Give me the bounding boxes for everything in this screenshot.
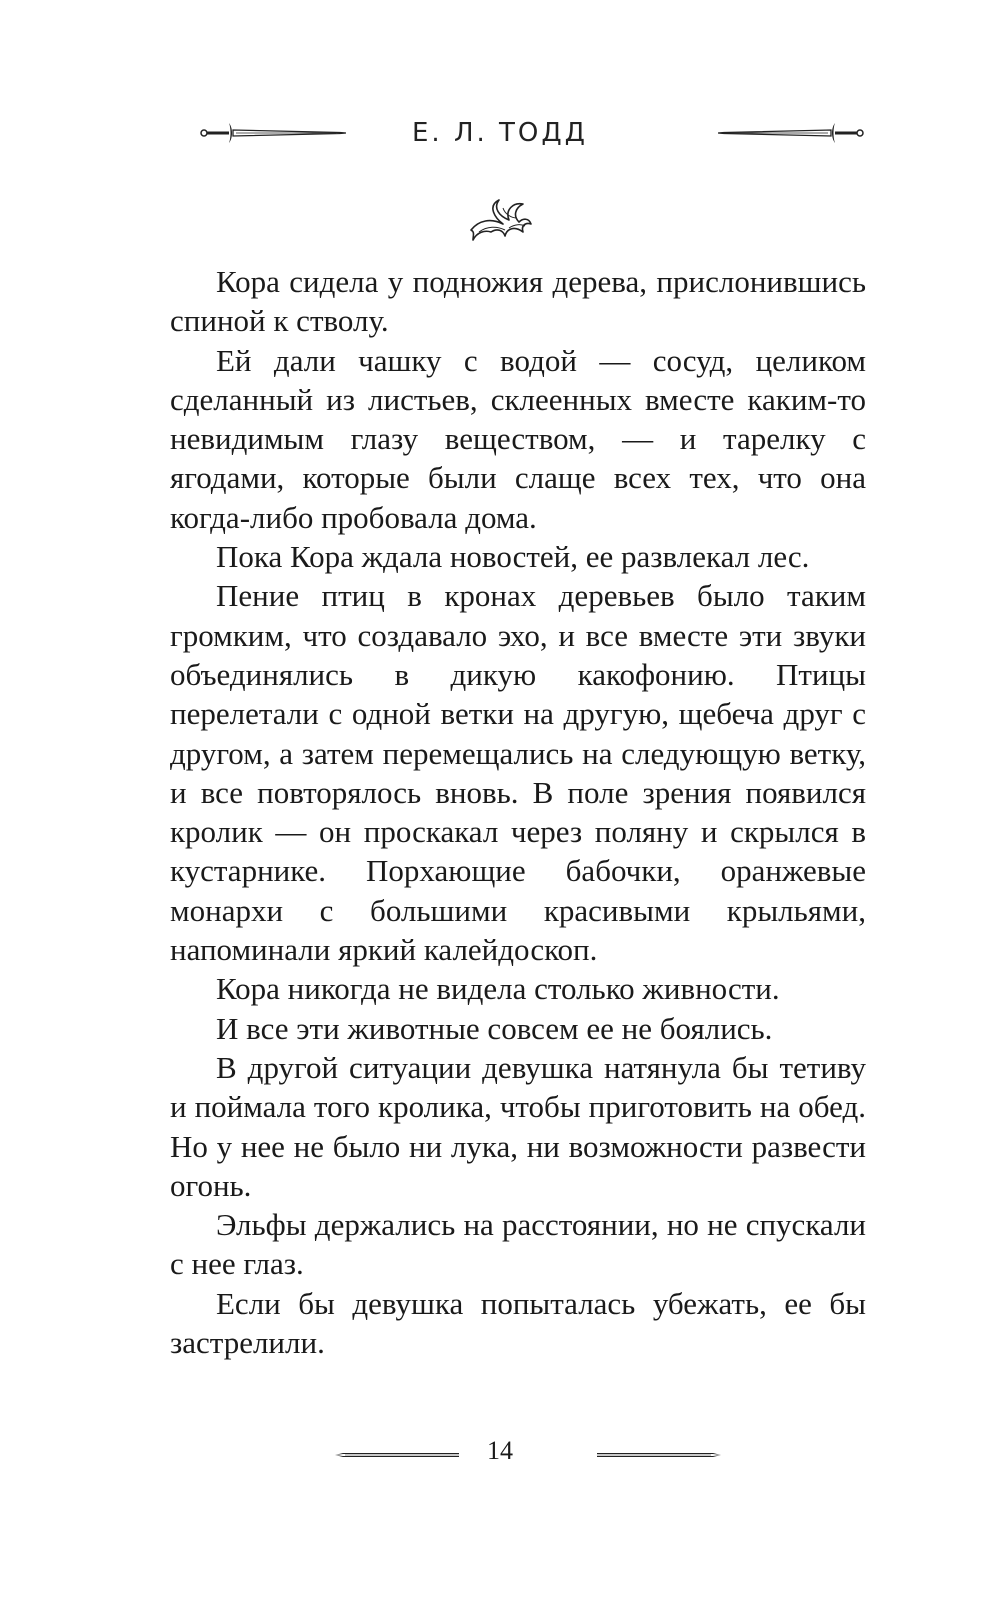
paragraph: В другой ситуации девушка натянула бы тетиву и поймала того кролика, чтобы приготовить на обед. Но у нее не было ни лука, ни возможности развести огонь. (170, 1049, 866, 1203)
paragraph: Если бы девушка попыталась убежать, ее бы застрелили. (170, 1285, 866, 1361)
double-rule-icon (597, 1450, 721, 1460)
paragraph: Пение птиц в кронах деревьев было таким громким, что создавало эхо, и все вместе эти звуки объединялись в дикую какофонию. Птицы перелетали с одной ветки на другую, щебеча друг с другом, а затем перемещались на следующую ветку, и все повторялось вновь. В поле зрения появился кролик — он проскакал через поляну и скрылся в кустарнике. Порхающие бабочки, оранжевые монархи с большими красивыми крыльями, напоминали яркий калейдоскоп. (170, 578, 866, 968)
paragraph: Эльфы держались на расстоянии, но не спускали с нее глаз. (170, 1207, 866, 1282)
paragraph: Ей дали чашку с водой — сосуд, целиком сделанный из листьев, склеенных вместе каким-то невидимым глазу веществом, — и тарелку с ягодами, которые были слаще всех тех, что она когда-либо пробовала дома. (170, 342, 866, 535)
paragraph: И все эти животные совсем ее не боялись. (216, 1010, 773, 1046)
paragraph: Кора никогда не видела столько живности. (216, 971, 780, 1007)
body-text (170, 262, 866, 1362)
flourish-icon (469, 196, 533, 246)
author-name: Е. Л. ТОДД (411, 118, 588, 148)
page-number: 14 (487, 1436, 513, 1465)
page-footer (0, 1434, 1000, 1474)
running-header (0, 110, 1000, 160)
sword-icon (718, 120, 864, 146)
paragraph: Пока Кора ждала новостей, ее развлекал лес. (216, 539, 810, 575)
paragraph: Кора сидела у подножия дерева, прислонившись спиной к стволу. (170, 264, 866, 339)
